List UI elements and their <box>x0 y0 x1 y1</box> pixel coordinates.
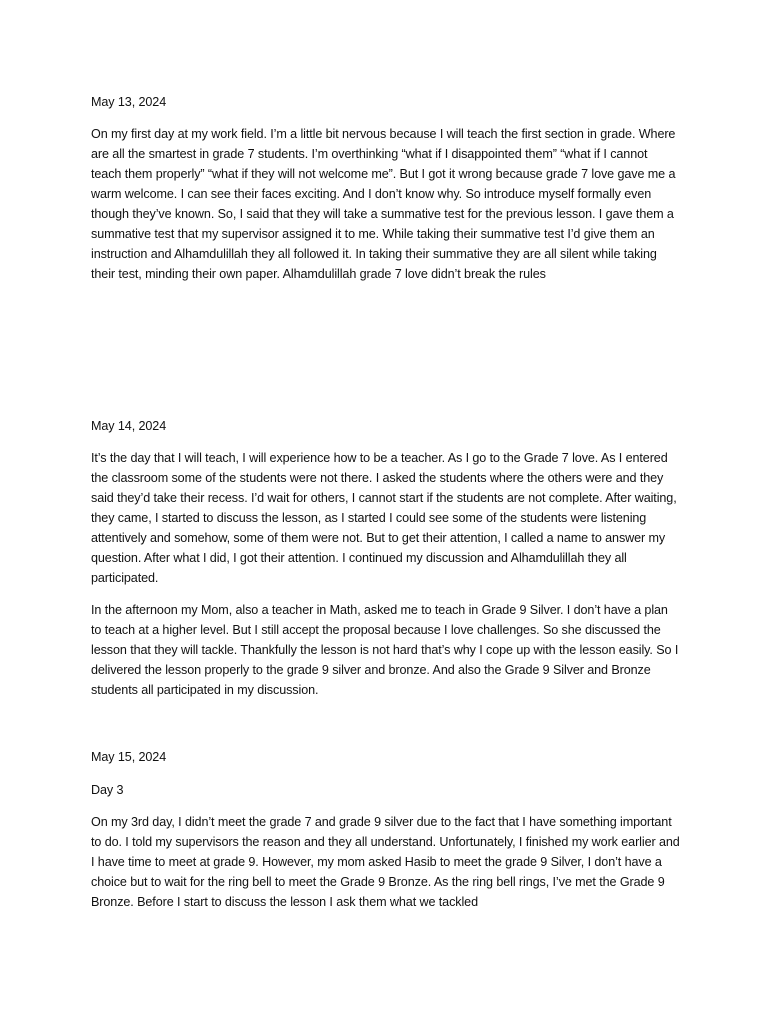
entry-date: May 13, 2024 <box>91 95 167 109</box>
entry-day-label: Day 3 <box>91 783 124 797</box>
entry-paragraph: On my 3rd day, I didn’t meet the grade 7 and grade 9 silver due to the fact that I have something important to do. I told my supervisors the reason and they all understand. Unfortunately, I finished my work earlier and I have time to meet at grade 9. However, my mom asked Hasib to meet the grade 9 Silver, I don’t have a choice but to wait for the ring bell to meet the Grade 9 Bronze. As the ring bell rings, I’ve met the Grade 9 Bronze. Before I start to discuss the lesson I ask them what we tackled <box>91 815 680 909</box>
entry-paragraph: In the afternoon my Mom, also a teacher in Math, asked me to teach in Grade 9 Silver. I don’t have a plan to teach at a higher level. But I still accept the proposal because I love challenges. So she discussed the lesson that they will tackle. Thankfully the lesson is not hard that’s why I cope up with the lesson easily. So I delivered the lesson properly to the grade 9 silver and bronze. And also the Grade 9 Silver and Bronze students all participated in my discussion. <box>91 603 679 697</box>
entry-paragraph: On my first day at my work field. I’m a little bit nervous because I will teach the first section in grade. Where are all the smartest in grade 7 students. I’m overthinking “what if I disappointed them” “what if I cannot teach them properly” “what if they will not welcome me”. But I got it wrong because grade 7 love gave me a warm welcome. I can see their faces exciting. And I don’t know why. So introduce myself formally even though they’ve known. So, I said that they will take a summative test for the previous lesson. I gave them a summative test that my supervisor assigned it to me. While taking their summative test I’d give them an instruction and Alhamdulillah they all followed it. In taking their summative they are all silent while taking their test, minding their own paper. Alhamdulillah grade 7 love didn’t break the rules <box>91 127 676 281</box>
entry-date: May 14, 2024 <box>91 419 167 433</box>
entry-paragraph: It’s the day that I will teach, I will experience how to be a teacher. As I go to the Grade 7 love. As I entered the classroom some of the students were not there. I asked the students where the others were and they said they’d take their recess. I’d wait for others, I cannot start if the students are not complete. After waiting, they came, I started to discuss the lesson, as I started I could see some of the students were listening attentively and somehow, some of them were not. But to get their attention, I called a name to answer my question. After what I did, I got their attention. I continued my discussion and Alhamdulillah they all participated. <box>91 451 677 585</box>
entry-date: May 15, 2024 <box>91 750 167 764</box>
